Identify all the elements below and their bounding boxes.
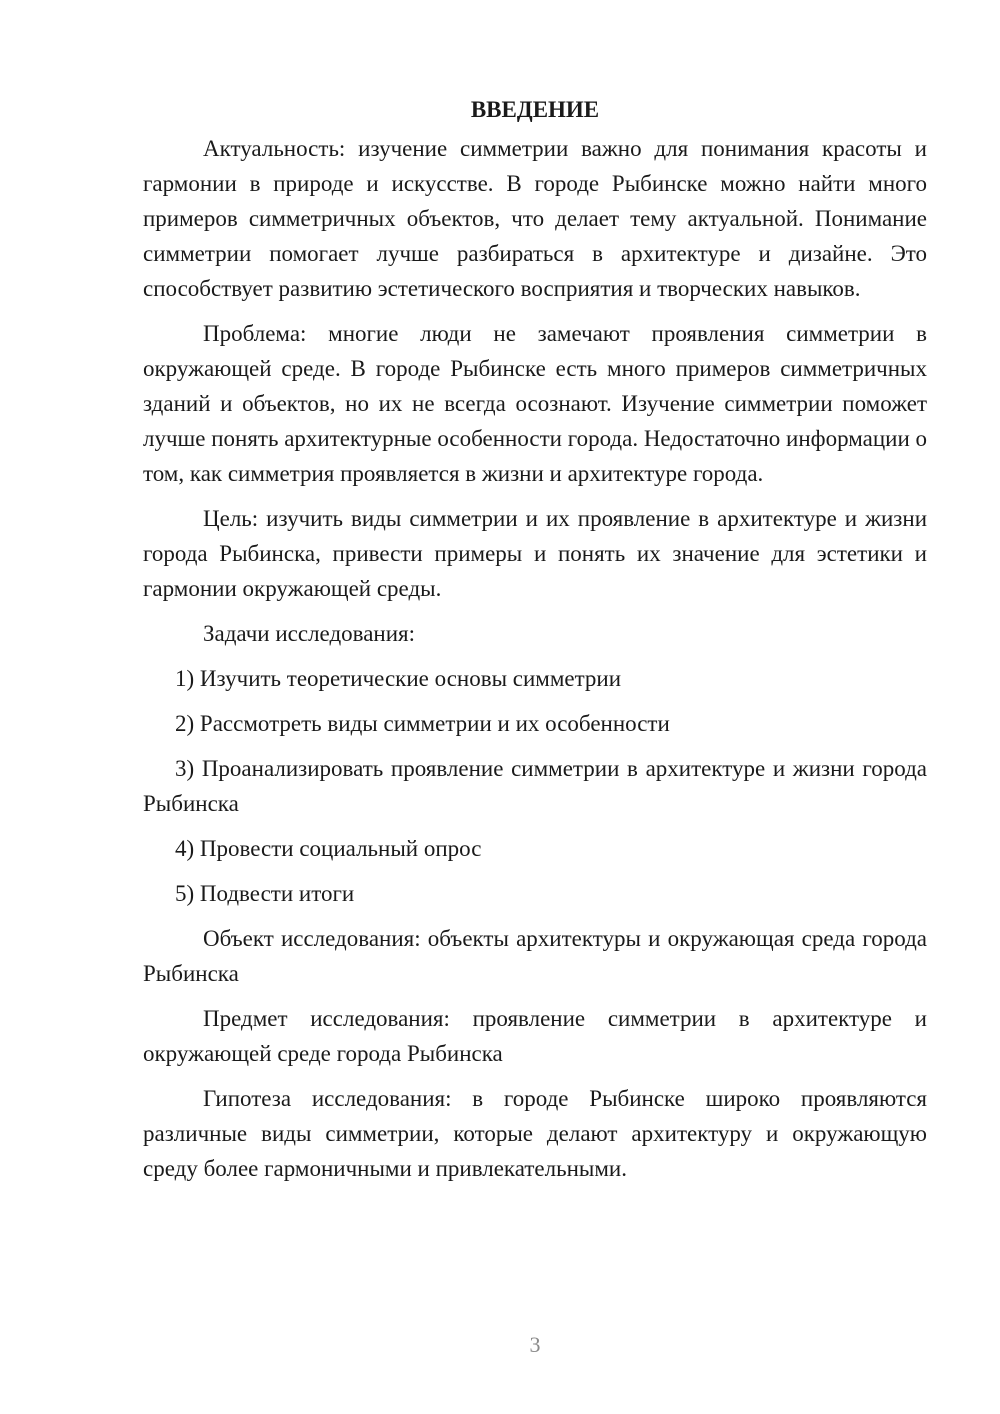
task-item: 4) Провести социальный опрос: [175, 836, 482, 861]
paragraph-relevance: Актуальность: изучение симметрии важно для понимания красоты и гармонии в природе и искусстве. В городе Рыбинске можно найти много примеров симметричных объектов, что делает тему актуальной. Понимание симметрии помогает лучше разбираться в архитектуре и дизайне. Это способствует развитию эстетического восприятия и творческих навыков.: [143, 136, 927, 301]
tasks-heading: Задачи исследования:: [203, 621, 416, 646]
task-item: 5) Подвести итоги: [175, 881, 355, 906]
paragraph-problem: Проблема: многие люди не замечают проявления симметрии в окружающей среде. В городе Рыбинске есть много примеров симметричных зданий и объектов, но их не всегда осознают. Изучение симметрии поможет лучше понять архитектурные особенности города. Недостаточно информации о том, как симметрия проявляется в жизни и архитектуре города.: [143, 321, 927, 486]
paragraph-hypothesis: Гипотеза исследования: в городе Рыбинске широко проявляются различные виды симметрии, которые делают архитектуру и окружающую среду более гармоничными и привлекательными.: [143, 1086, 927, 1181]
tasks-list: [143, 661, 927, 911]
document-page: [143, 92, 927, 1196]
section-heading: ВВЕДЕНИЕ: [470, 97, 600, 122]
task-item: 3) Проанализировать проявление симметрии в архитектуре и жизни города Рыбинска: [143, 756, 927, 816]
paragraph-object: Объект исследования: объекты архитектуры и окружающая среда города Рыбинска: [143, 926, 927, 986]
task-item: 2) Рассмотреть виды симметрии и их особенности: [175, 711, 670, 736]
page-number: 3: [529, 1332, 541, 1357]
paragraph-goal: Цель: изучить виды симметрии и их проявление в архитектуре и жизни города Рыбинска, привести примеры и понять их значение для эстетики и гармонии окружающей среды.: [143, 506, 927, 601]
paragraph-subject: Предмет исследования: проявление симметрии в архитектуре и окружающей среде города Рыбинска: [143, 1006, 927, 1066]
task-item: 1) Изучить теоретические основы симметрии: [175, 666, 622, 691]
